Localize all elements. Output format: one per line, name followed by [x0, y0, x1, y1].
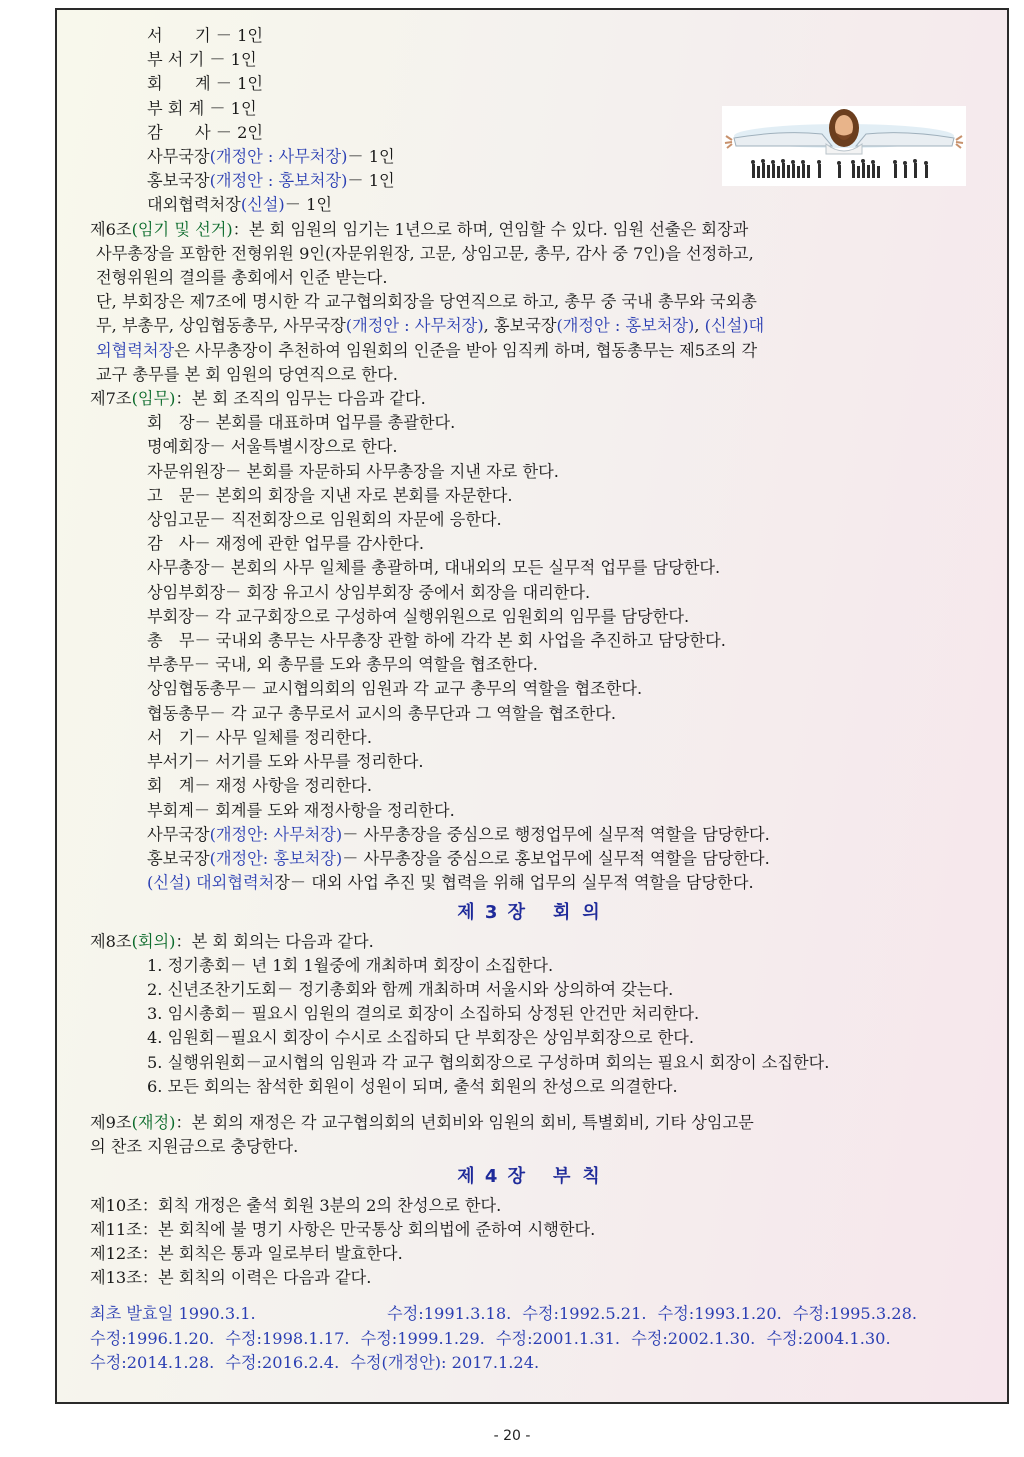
article-text: ：회칙 개정은 출석 회원 3분의 2의 찬성으로 한다. [141, 1195, 502, 1215]
article-6-line: 무, 부총무, 상임협동총무, 사무국장(개정안 : 사무처장), 홍보국장(개정안 : 홍보처장), (신설)대 [96, 316, 765, 336]
revision-date: 수정:1999.1.29. [360, 1328, 485, 1348]
revision-date: 수정(개정안): 2017.1.24. [350, 1352, 540, 1372]
article-text: ：본 회칙에 불 명기 사항은 만국통상 회의법에 준하여 시행한다. [141, 1219, 596, 1239]
revision-date: 수정:2014.1.28. [90, 1352, 215, 1372]
revision-date: 수정:1996.1.20. [90, 1328, 215, 1348]
duty-line: 사무국장(개정안: 사무처장)－ 사무총장을 중심으로 행정업무에 실무적 역할을 담당한다. [147, 824, 770, 844]
document-frame [55, 8, 1009, 1404]
duty-line: 부총무－ 국내, 외 총무를 도와 총무의 역할을 협조한다. [147, 655, 538, 675]
revision-date: 수정:2016.2.4. [225, 1352, 340, 1372]
duty-line: 부회장－ 각 교구회장으로 구성하여 실행위원으로 임원회의 임무를 담당한다. [147, 606, 690, 626]
revision-date: 수정:2001.1.31. [495, 1328, 621, 1348]
history-row [90, 1302, 979, 1326]
article-9-line: 의 찬조 지원금으로 충당한다. [90, 1137, 299, 1157]
duty-line: 감 사－ 재정에 관한 업무를 감사한다. [147, 534, 425, 554]
duty-line: 협동총무－ 각 교구 총무로서 교시의 총무단과 그 역할을 협조한다. [147, 703, 617, 723]
duty-line: 고 문－ 본회의 회장을 지낸 자로 본회를 자문한다. [147, 485, 513, 505]
duty-line: 상임부회장－ 회장 유고시 상임부회장 중에서 회장을 대리한다. [147, 582, 591, 602]
duty-list [90, 411, 979, 822]
article-9-line: 제9조(재정)：본 회의 재정은 각 교구협의회의 년회비와 임원의 회비, 특별회비, 기타 상임고문 [90, 1112, 754, 1132]
officer-line: 부 회 계 － 1인 [147, 98, 257, 118]
duty-line: 명예회장－ 서울특별시장으로 한다. [147, 437, 398, 457]
article-number: 제13조 [90, 1268, 142, 1288]
article-8-line: 제8조(회의)：본 회 회의는 다음과 같다. [90, 931, 374, 951]
revision-date: 수정:2004.1.30. [766, 1328, 891, 1348]
duty-line: 회 계－ 재정 사항을 정리한다. [147, 776, 372, 796]
meeting-item: 1. 정기총회－ 년 1회 1월중에 개최하며 회장이 소집한다. [147, 955, 554, 975]
bylaws-content [90, 24, 979, 1375]
duty-line: (신설) 대외협력처장－ 대외 사업 추진 및 협력을 위해 업무의 실무적 역할을 담당한다. [147, 873, 754, 893]
officer-line: 부 서 기 － 1인 [147, 50, 257, 70]
revision-date: 수정:1993.1.20. [657, 1304, 782, 1324]
article-6-line: 제6조(임기 및 선거)：본 회 임원의 임기는 1년으로 하며, 연임할 수 있다. 임원 선출은 회장과 [90, 219, 749, 239]
history-row [90, 1327, 979, 1351]
meeting-item: 2. 신년조찬기도회－ 정기총회와 함께 개최하며 서울시와 상의하여 갖는다. [147, 979, 674, 999]
article-6-line: 단, 부회장은 제7조에 명시한 각 교구협의회장을 당연직으로 하고, 총무 중 국내 총무와 국외총 [96, 292, 757, 312]
meeting-item: 5. 실행위원회－교시협의 임원과 각 교구 협의회장으로 구성하며 회의는 필요시 회장이 소집한다. [147, 1052, 830, 1072]
revision-date: 수정:1991.3.18. [387, 1304, 512, 1324]
revision-date: 수정:1992.5.21. [522, 1304, 647, 1324]
officer-line: 홍보국장(개정안 : 홍보처장)－ 1인 [147, 171, 395, 191]
duty-line: 부서기－ 서기를 도와 사무를 정리한다. [147, 752, 424, 772]
duty-line: 총 무－ 국내외 총무는 사무총장 관할 하에 각각 본 회 사업을 추진하고 담당한다. [147, 631, 726, 651]
duty-line: 서 기－ 사무 일체를 정리한다. [147, 727, 372, 747]
article-7-line: 제7조(임무)：본 회 조직의 임무는 다음과 같다. [90, 389, 426, 409]
page-number: - 20 - [493, 1428, 531, 1444]
officer-line: 사무국장(개정안 : 사무처장)－ 1인 [147, 147, 395, 167]
revision-date: 수정:1998.1.17. [225, 1328, 350, 1348]
article-6-line: 외협력처장은 사무총장이 추천하여 임원회의 인준을 받아 임직케 하며, 협동총무는 제5조의 각 [96, 340, 758, 360]
article-number: 제10조 [90, 1195, 142, 1215]
meeting-item: 4. 임원회－필요시 회장이 수시로 소집하되 단 부회장은 상임부회장으로 한다. [147, 1028, 695, 1048]
duty-line: 상임고문－ 직전회장으로 임원회의 자문에 응한다. [147, 510, 502, 530]
supplementary-article [90, 1218, 979, 1242]
officer-line: 감 사 － 2인 [147, 122, 264, 142]
supplementary-article [90, 1194, 979, 1218]
duty-line: 자문위원장－ 본회를 자문하되 사무총장을 지낸 자로 한다. [147, 461, 559, 481]
duty-line: 홍보국장(개정안: 홍보처장)－ 사무총장을 중심으로 홍보업무에 실무적 역할을 담당한다. [147, 848, 770, 868]
meeting-item: 6. 모든 회의는 참석한 회원이 성원이 되며, 출석 회원의 찬성으로 의결한다. [147, 1076, 678, 1096]
article-number: 제12조 [90, 1243, 142, 1263]
supplementary-article [90, 1266, 979, 1290]
chapter-3-heading: 제 3 장 회의 [457, 902, 612, 924]
article-6-line: 사무총장을 포함한 전형위원 9인(자문위원장, 고문, 상임고문, 총무, 감사 중 7인)을 선정하고, [96, 243, 754, 263]
duty-line: 회 장－ 본회를 대표하며 업무를 총괄한다. [147, 413, 456, 433]
meeting-item: 3. 임시총회－ 필요시 임원의 결의로 회장이 소집하되 상정된 안건만 처리한다. [147, 1004, 700, 1024]
first-enacted: 최초 발효일 1990.3.1. [90, 1304, 256, 1324]
revision-date: 수정:1995.3.28. [792, 1304, 918, 1324]
history-row [90, 1351, 979, 1375]
officer-line: 서 기 － 1인 [147, 26, 264, 45]
article-6-line: 전형위원의 결의를 총회에서 인준 받는다. [96, 268, 388, 288]
article-number: 제11조 [90, 1219, 142, 1239]
revision-date: 수정:2002.1.30. [631, 1328, 756, 1348]
officer-line: 대외협력처장(신설)－ 1인 [147, 195, 333, 215]
duty-line: 부회계－ 회계를 도와 재정사항을 정리한다. [147, 800, 455, 820]
article-text: ：본 회칙의 이력은 다음과 같다. [141, 1268, 372, 1288]
officer-line: 회 계 － 1인 [147, 74, 264, 94]
article-6-line: 교구 총무를 본 회 임원의 당연직으로 한다. [96, 364, 398, 384]
duty-line: 사무총장－ 본회의 사무 일체를 총괄하며, 대내외의 모든 실무적 업무를 담당한다. [147, 558, 721, 578]
article-text: ：본 회칙은 통과 일로부터 발효한다. [141, 1243, 403, 1263]
supplementary-list [90, 1194, 979, 1291]
supplementary-article [90, 1242, 979, 1266]
meeting-list [90, 954, 979, 1099]
duty-line: 상임협동총무－ 교시협의회의 임원과 각 교구 총무의 역할을 협조한다. [147, 679, 643, 699]
chapter-4-heading: 제 4 장 부칙 [457, 1166, 612, 1188]
